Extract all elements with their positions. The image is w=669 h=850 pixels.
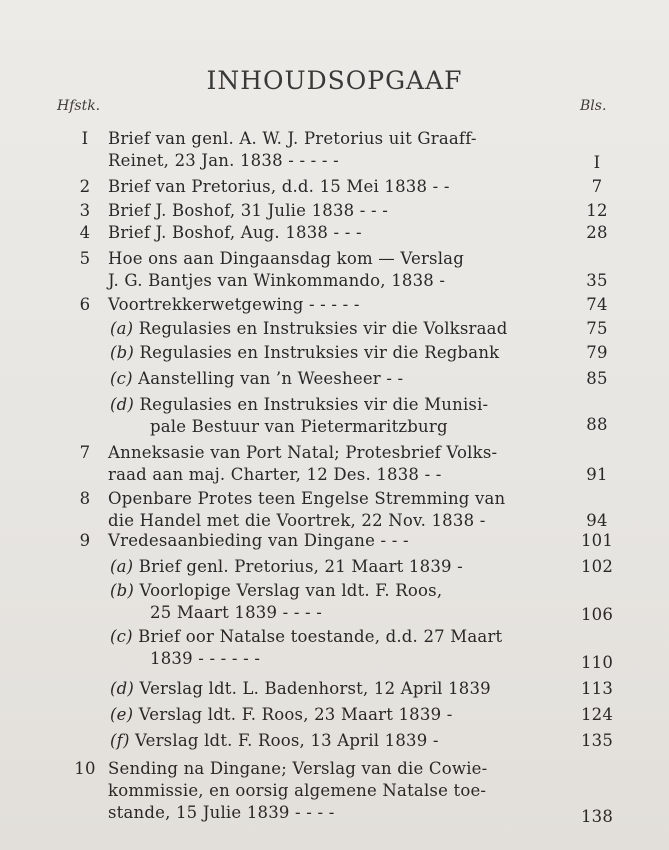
entry-line-text: Brief van genl. A. W. J. Pretorius uit Graaff-	[108, 129, 477, 148]
page-number: I	[593, 153, 601, 172]
entry-title	[110, 678, 491, 700]
page-number: 28	[586, 223, 608, 242]
subsection-letter: (b)	[110, 581, 140, 600]
entry-line-text: Reinet, 23 Jan. 1838 - - - - -	[108, 151, 339, 170]
entry-title	[110, 394, 488, 438]
entry-line	[110, 648, 502, 670]
entry-line	[110, 368, 403, 390]
page-column-header: Bls.	[580, 98, 607, 114]
subsection-letter: (c)	[110, 369, 139, 388]
entry-line-text: Brief oor Natalse toestande, d.d. 27 Maart	[138, 627, 503, 646]
chapter-number: 3	[79, 201, 91, 220]
page-number: 135	[580, 731, 614, 750]
page-number: 7	[591, 177, 603, 196]
entry-title	[108, 488, 505, 532]
entry-title	[110, 318, 507, 340]
entry-line-text: Sending na Dingane; Verslag van die Cowie-	[108, 759, 488, 778]
entry-line-text: Verslag ldt. L. Badenhorst, 12 April 1839	[139, 679, 491, 698]
entry-line	[108, 128, 477, 150]
entry-line-text: stande, 15 Julie 1839 - - - -	[108, 803, 335, 822]
entry-line-text: Aanstelling van ’n Weesheer - -	[138, 369, 404, 388]
entry-title	[108, 442, 497, 486]
entry-line	[108, 802, 487, 824]
page-number: 94	[586, 511, 608, 530]
entry-line	[108, 200, 388, 222]
page-number: 88	[586, 415, 608, 434]
page-number: 74	[586, 295, 608, 314]
page-number: 75	[586, 319, 608, 338]
entry-line-text: 1839 - - - - - -	[150, 649, 261, 668]
subsection-letter: (c)	[110, 627, 139, 646]
subsection-letter: (e)	[110, 705, 139, 724]
entry-line-text: Verslag ldt. F. Roos, 23 Maart 1839 -	[138, 705, 453, 724]
entry-line-text: pale Bestuur van Pietermaritzburg	[150, 417, 448, 436]
entry-line-text: J. G. Bantjes van Winkommando, 1838 -	[108, 271, 446, 290]
entry-line	[110, 556, 463, 578]
entry-line	[108, 150, 477, 172]
entry-title	[110, 580, 442, 624]
subsection-letter: (d)	[110, 679, 140, 698]
entry-line-text: Voorlopige Verslag van ldt. F. Roos,	[139, 581, 443, 600]
entry-line	[110, 730, 439, 752]
page-number: 124	[580, 705, 614, 724]
entry-title	[108, 200, 388, 222]
subsection-letter: (b)	[110, 343, 140, 362]
entry-title	[108, 222, 362, 244]
entry-line	[110, 602, 442, 624]
chapter-number: 4	[79, 223, 91, 242]
entry-line-text: Vredesaanbieding van Dingane - - -	[108, 531, 409, 550]
entry-line-text: raad aan maj. Charter, 12 Des. 1838 - -	[108, 465, 442, 484]
chapter-number: 10	[74, 759, 96, 778]
entry-title	[108, 176, 450, 198]
entry-line-text: Anneksasie van Port Natal; Protesbrief Volks-	[108, 443, 498, 462]
entry-title	[108, 758, 487, 824]
subsection-letter: (f)	[110, 731, 136, 750]
entry-line	[108, 442, 497, 464]
entry-line-text: Hoe ons aan Dingaansdag kom — Verslag	[108, 249, 464, 268]
chapter-number: 2	[79, 177, 91, 196]
page-number: 91	[586, 465, 608, 484]
entry-title	[108, 530, 409, 552]
entry-line	[110, 626, 502, 648]
entry-line-text: die Handel met die Voortrek, 22 Nov. 1838 -	[108, 511, 486, 530]
entry-line-text: Brief van Pretorius, d.d. 15 Mei 1838 - -	[108, 177, 450, 196]
entry-line-text: Regulasies en Instruksies vir die Regbank	[139, 343, 500, 362]
entry-line-text: Openbare Protes teen Engelse Stremming van	[108, 489, 506, 508]
entry-line	[108, 270, 464, 292]
entry-line	[110, 416, 488, 438]
entry-line-text: Regulasies en Instruksies vir die Munisi-	[139, 395, 489, 414]
subsection-letter: (d)	[110, 395, 140, 414]
entry-title	[110, 730, 439, 752]
chapter-number: 7	[79, 443, 91, 462]
chapter-number: I	[81, 129, 89, 148]
page-title: INHOUDSOPGAAF	[206, 66, 463, 95]
entry-line-text: Brief genl. Pretorius, 21 Maart 1839 -	[138, 557, 463, 576]
chapter-number: 8	[79, 489, 91, 508]
entry-line	[110, 318, 507, 340]
entry-title	[108, 128, 477, 172]
entry-line	[108, 510, 505, 532]
entry-line	[108, 464, 497, 486]
entry-line	[108, 248, 464, 270]
page-number: 35	[586, 271, 608, 290]
entry-line-text: Brief J. Boshof, 31 Julie 1838 - - -	[108, 201, 389, 220]
entry-line	[108, 530, 409, 552]
entry-line	[108, 176, 450, 198]
entry-line-text: 25 Maart 1839 - - - -	[150, 603, 323, 622]
entry-line	[110, 342, 499, 364]
entry-line	[110, 580, 442, 602]
page-number: 79	[586, 343, 608, 362]
entry-line	[108, 758, 487, 780]
subsection-letter: (a)	[110, 557, 139, 576]
entry-line	[108, 780, 487, 802]
page-number: 12	[586, 201, 608, 220]
chapter-number: 9	[79, 531, 91, 550]
entry-title	[110, 342, 499, 364]
entry-line	[110, 704, 453, 726]
entry-title	[108, 248, 464, 292]
entry-line-text: kommissie, en oorsig algemene Natalse toe-	[108, 781, 487, 800]
chapter-number: 6	[79, 295, 91, 314]
entry-title	[110, 626, 502, 670]
entry-line-text: Brief J. Boshof, Aug. 1838 - - -	[108, 223, 362, 242]
page-number: 138	[580, 807, 614, 826]
entry-line	[110, 678, 491, 700]
entry-line	[108, 222, 362, 244]
subsection-letter: (a)	[110, 319, 139, 338]
entry-line-text: Verslag ldt. F. Roos, 13 April 1839 -	[135, 731, 439, 750]
page-number: 101	[580, 531, 614, 550]
entry-line	[110, 394, 488, 416]
page-number: 102	[580, 557, 614, 576]
page-number: 113	[580, 679, 614, 698]
entry-title	[110, 556, 463, 578]
entry-line	[108, 294, 360, 316]
chapter-column-header: Hfstk.	[57, 98, 101, 114]
entry-line-text: Regulasies en Instruksies vir die Volksraad	[138, 319, 508, 338]
entry-title	[110, 704, 453, 726]
chapter-number: 5	[79, 249, 91, 268]
page-number: 85	[586, 369, 608, 388]
entry-title	[108, 294, 360, 316]
page-number: 110	[580, 653, 614, 672]
entry-line	[108, 488, 505, 510]
entry-title	[110, 368, 403, 390]
entry-line-text: Voortrekkerwetgewing - - - - -	[108, 295, 360, 314]
page-number: 106	[580, 605, 614, 624]
